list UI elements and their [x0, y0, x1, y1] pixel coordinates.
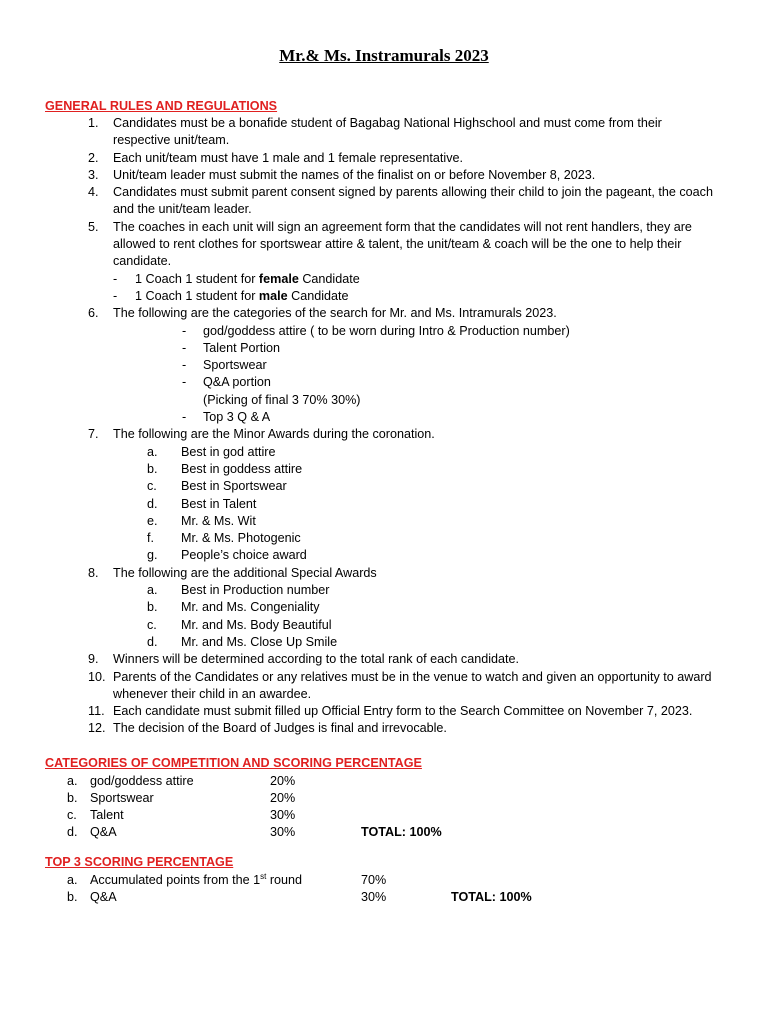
rule-line — [0, 236, 768, 253]
special-award-item — [0, 599, 768, 616]
rule-line — [0, 565, 768, 582]
rule-line — [0, 703, 768, 720]
category-text: Top 3 Q & A — [203, 410, 271, 425]
rule-number: 9. — [88, 652, 99, 667]
award-letter: c. — [147, 617, 157, 632]
rule-line — [0, 201, 768, 218]
award-text: Best in Production number — [181, 583, 330, 598]
award-letter: e. — [147, 513, 158, 528]
rule-line — [0, 167, 768, 184]
top3-label-sup: st — [260, 871, 267, 881]
category-item — [0, 409, 768, 426]
award-text: Mr. and Ms. Congeniality — [181, 600, 320, 615]
category-item — [0, 340, 768, 357]
rule-line — [0, 651, 768, 668]
top3-label — [90, 872, 302, 889]
dash-bullet: - — [182, 323, 187, 338]
rule-item — [0, 565, 768, 582]
rule-item — [0, 720, 768, 737]
scoring-letter: b. — [67, 791, 78, 805]
special-award-item — [0, 634, 768, 651]
rule-number: 4. — [88, 185, 99, 200]
rule-item — [0, 426, 768, 443]
award-letter: g. — [147, 548, 158, 563]
scoring-row — [0, 824, 768, 841]
rule-line — [0, 184, 768, 201]
rule-text: The following are the categories of the search for Mr. and Ms. Intramurals 2023. — [113, 306, 557, 321]
award-text: Mr. & Ms. Photogenic — [181, 531, 301, 546]
top3-row — [0, 872, 768, 889]
rule-line — [0, 305, 768, 322]
rule-item — [0, 167, 768, 184]
minor-award-item — [0, 513, 768, 530]
rule-item — [0, 184, 768, 219]
rule-text: Each unit/team must have 1 male and 1 female representative. — [113, 150, 464, 165]
dash-bullet: - — [113, 288, 118, 303]
dash-bullet: - — [182, 358, 187, 373]
scoring-row — [0, 773, 768, 790]
scoring-letter: a. — [67, 774, 78, 788]
rule-number: 10. — [88, 669, 106, 684]
dash-bullet: - — [182, 410, 187, 425]
coach-text-pre: 1 Coach 1 student for — [135, 271, 259, 286]
coach-text-post: Candidate — [298, 271, 360, 286]
award-text: Best in god attire — [181, 444, 276, 459]
rule-line — [0, 253, 768, 270]
rule-item — [0, 305, 768, 322]
top3-letter: a. — [67, 873, 78, 887]
minor-award-item — [0, 478, 768, 495]
category-item — [0, 374, 768, 391]
minor-award-item — [0, 461, 768, 478]
rule-item — [0, 651, 768, 668]
rule-line — [0, 219, 768, 236]
coach-text-bold: male — [258, 288, 288, 303]
rule-number: 8. — [88, 565, 99, 580]
rule-text: Each candidate must submit filled up Official Entry form to the Search Committee on November 7, 2023. — [113, 704, 693, 719]
rule-item — [0, 703, 768, 720]
award-text: Best in Sportswear — [181, 479, 287, 494]
scoring-heading: CATEGORIES OF COMPETITION AND SCORING PERCENTAGE — [45, 756, 422, 770]
scoring-total: TOTAL: 100% — [361, 825, 442, 839]
award-letter: b. — [147, 600, 158, 615]
rule-text: allowed to rent clothes for sportswear attire & talent, the unit/team & coach will be the one to help their — [113, 237, 682, 252]
rule-text: The following are the Minor Awards during the coronation. — [113, 427, 435, 442]
special-award-item — [0, 582, 768, 599]
rule-number: 1. — [88, 116, 99, 130]
rule-number: 6. — [88, 306, 99, 321]
award-letter: c. — [147, 479, 157, 494]
scoring-percent: 30% — [270, 808, 296, 822]
top3-label-pre: Q&A — [90, 890, 117, 904]
category-item — [0, 392, 768, 409]
coach-text-post: Candidate — [287, 288, 349, 303]
minor-award-item — [0, 530, 768, 547]
award-letter: a. — [147, 583, 158, 598]
top3-letter: b. — [67, 890, 78, 904]
top3-total: TOTAL: 100% — [451, 890, 532, 904]
scoring-label: Talent — [90, 808, 124, 822]
rule-text: respective unit/team. — [113, 133, 230, 148]
scoring-label: Sportswear — [90, 791, 154, 805]
award-letter: d. — [147, 496, 158, 511]
scoring-percent: 20% — [270, 774, 296, 788]
category-text: Talent Portion — [203, 340, 281, 355]
scoring-label: Q&A — [90, 825, 117, 839]
rule-item — [0, 219, 768, 271]
minor-award-item — [0, 444, 768, 461]
rule-line — [0, 132, 768, 149]
document-title: Mr.& Ms. Instramurals 2023 — [279, 46, 489, 65]
category-text: (Picking of final 3 70% 30%) — [203, 392, 361, 407]
coach-item — [0, 288, 768, 305]
top3-label-post: round — [266, 873, 303, 887]
rule-line — [0, 686, 768, 703]
rule-text: candidate. — [113, 254, 172, 269]
rule-number: 11. — [88, 704, 105, 719]
dash-bullet: - — [113, 271, 118, 286]
rule-line — [0, 150, 768, 167]
coach-item — [0, 271, 768, 288]
dash-bullet: - — [182, 340, 187, 355]
award-text: People’s choice award — [181, 548, 307, 563]
rule-text: The coaches in each unit will sign an agreement form that the candidates will not rent handlers, they are — [113, 219, 692, 234]
special-award-item — [0, 617, 768, 634]
rule-item — [0, 669, 768, 704]
category-text: Sportswear — [203, 358, 267, 373]
award-letter: b. — [147, 461, 158, 476]
rule-text: The decision of the Board of Judges is final and irrevocable. — [113, 721, 447, 736]
top3-label — [90, 889, 117, 906]
minor-award-item — [0, 547, 768, 564]
minor-award-item — [0, 496, 768, 513]
top3-heading: TOP 3 SCORING PERCENTAGE — [45, 855, 234, 869]
rule-text: Parents of the Candidates or any relatives must be in the venue to watch and given an opportunity to award — [113, 669, 712, 684]
rule-text: Candidates must be a bonafide student of Bagabag National Highschool and must come from their — [113, 116, 662, 130]
dash-bullet: - — [182, 375, 187, 390]
award-text: Best in goddess attire — [181, 461, 303, 476]
category-item — [0, 323, 768, 340]
rule-line — [0, 669, 768, 686]
award-text: Mr. and Ms. Close Up Smile — [181, 634, 338, 649]
rule-number: 3. — [88, 167, 99, 182]
rule-number: 5. — [88, 219, 99, 234]
scoring-row — [0, 790, 768, 807]
award-letter: f. — [147, 531, 154, 546]
award-text: Mr. & Ms. Wit — [181, 513, 256, 528]
category-item — [0, 357, 768, 374]
rule-number: 7. — [88, 427, 99, 442]
rule-line — [0, 115, 768, 132]
top3-percent: 70% — [361, 873, 387, 887]
rule-item — [0, 115, 768, 150]
rule-text: whenever their child in an awardee. — [113, 686, 312, 701]
coach-text-pre: 1 Coach 1 student for — [135, 288, 259, 303]
rule-number: 12. — [88, 721, 106, 736]
coach-text-bold: female — [258, 271, 299, 286]
rule-text: The following are the additional Special Awards — [113, 565, 377, 580]
top3-label-pre: Accumulated points from the 1 — [90, 873, 261, 887]
rule-text: Unit/team leader must submit the names of the finalist on or before November 8, 2023. — [113, 167, 596, 182]
award-text: Best in Talent — [181, 496, 257, 511]
scoring-percent: 30% — [270, 825, 296, 839]
rule-text: Candidates must submit parent consent signed by parents allowing their child to join the pageant, the coach — [113, 185, 713, 200]
scoring-label: god/goddess attire — [90, 774, 194, 788]
category-text: god/goddess attire ( to be worn during Intro & Production number) — [203, 323, 570, 338]
rule-item — [0, 150, 768, 167]
award-text: Mr. and Ms. Body Beautiful — [181, 617, 332, 632]
rule-text: Winners will be determined according to the total rank of each candidate. — [113, 652, 520, 667]
rule-number: 2. — [88, 150, 99, 165]
top3-row — [0, 889, 768, 906]
award-letter: d. — [147, 634, 158, 649]
scoring-row — [0, 807, 768, 824]
scoring-letter: c. — [67, 808, 77, 822]
top3-percent: 30% — [361, 890, 387, 904]
rule-text: and the unit/team leader. — [113, 202, 252, 217]
category-text: Q&A portion — [203, 375, 271, 390]
scoring-letter: d. — [67, 825, 78, 839]
rule-line — [0, 426, 768, 443]
general-rules-heading: GENERAL RULES AND REGULATIONS — [45, 99, 278, 113]
award-letter: a. — [147, 444, 158, 459]
scoring-percent: 20% — [270, 791, 296, 805]
rule-line — [0, 720, 768, 737]
general-rules-list — [0, 115, 768, 738]
